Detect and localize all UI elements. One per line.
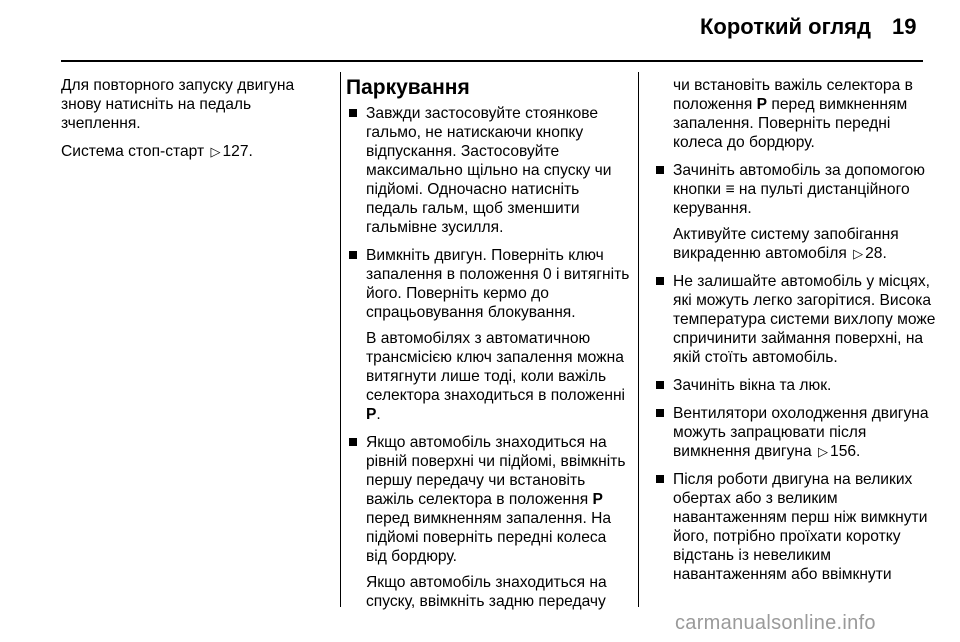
lock-button-icon: ≡ — [725, 181, 735, 198]
column-2 — [346, 76, 630, 620]
list-item — [346, 104, 630, 237]
watermark: carmanualsonline.info — [675, 612, 876, 634]
list-item — [653, 272, 937, 367]
gear-position-p: P — [756, 96, 768, 113]
list-item-text: Не залишайте автомобіль у місцях, які можуть легко загорітися. Висока температура системи вихлопу може спричинити займання поверхні, на якій стоїть автомобіль. — [673, 273, 936, 366]
section-heading-parking: Паркування — [346, 76, 470, 99]
column-divider-right — [638, 72, 639, 607]
bullet-icon — [656, 409, 664, 417]
list-item-text: Вимкніть двигун. Поверніть ключ запалення в положення 0 і витягніть його. Поверніть кермо до спрацьовування блокування. — [366, 247, 630, 321]
page-header-title: Короткий огляд — [700, 14, 871, 39]
header-divider — [61, 60, 923, 62]
continued-text: чи встановіть важіль селектора в положення P перед вимкненням запалення. Поверніть передні колеса до бордюру. — [673, 77, 913, 151]
bullet-icon — [656, 475, 664, 483]
list-item-text: Зачиніть вікна та люк. — [673, 377, 832, 394]
paragraph-stop-start — [61, 142, 331, 161]
arrow-ref-icon: ▷ — [210, 144, 221, 159]
column-divider-left — [340, 72, 341, 607]
paragraph-restart: Для повторного запуску двигуна знову натисніть на педаль зчеплення. — [61, 77, 295, 132]
list-item — [346, 246, 630, 424]
list-item: Якщо автомобіль знаходиться на рівній поверхні чи підйомі, ввімкніть першу передачу чи встановіть важіль селектора в положення P перед вимкненням запалення. На підйомі поверніть передні колеса від бордюру. Якщо автомобіль знаходиться на спуску, ввімкніть задню передачу — [346, 433, 630, 611]
list-item: Вентилятори охолодження двигуна можуть запрацювати після вимкнення двигуна ▷ 156. — [653, 404, 937, 461]
list-item-note: Якщо автомобіль знаходиться на спуску, ввімкніть задню передачу — [366, 574, 607, 610]
page-number: 19 — [892, 14, 917, 39]
column-1 — [61, 76, 331, 170]
arrow-ref-icon: ▷ — [853, 246, 864, 261]
bullet-icon — [349, 109, 357, 117]
list-item-text: Після роботи двигуна на великих обертах або з великим навантаженням перш ніж вимкнути його, потрібно проїхати коротку відстань із невеликим навантаженням або ввімкнути — [673, 471, 928, 583]
bullet-icon — [656, 166, 664, 174]
stop-start-ref: 127. — [222, 143, 253, 160]
gear-position-p: P — [366, 406, 377, 423]
bullet-icon — [349, 251, 357, 259]
stop-start-text: Система стоп-старт — [61, 143, 205, 160]
list-item-note: Активуйте систему запобігання викраденню автомобіля ▷ 28. — [673, 226, 899, 262]
list-item-text: Завжди застосовуйте стоянкове гальмо, не натискаючи кнопку відпускання. Застосовуйте максимально щільно на спуску чи підйомі. Одночасно натисніть педаль гальм, щоб зменшити гальмівне зусилля. — [366, 105, 612, 236]
bullet-icon — [349, 438, 357, 446]
arrow-ref-icon: ▷ — [818, 444, 829, 459]
bullet-icon — [656, 381, 664, 389]
list-item — [653, 470, 937, 584]
bullet-icon — [656, 277, 664, 285]
column-3 — [653, 76, 937, 593]
gear-position-p: P — [592, 491, 603, 508]
list-item: Зачиніть автомобіль за допомогою кнопки ≡ на пульті дистанційного керування. Активуйте систему запобігання викраденню автомобіля ▷ 28. — [653, 161, 937, 263]
list-item — [653, 376, 937, 395]
parking-list-continued — [653, 161, 937, 584]
parking-list — [346, 104, 630, 611]
list-item-note: В автомобілях з автоматичною трансмісією ключ запалення можна витягнути лише тоді, коли важіль селектора знаходиться в положенні P. — [366, 330, 626, 423]
